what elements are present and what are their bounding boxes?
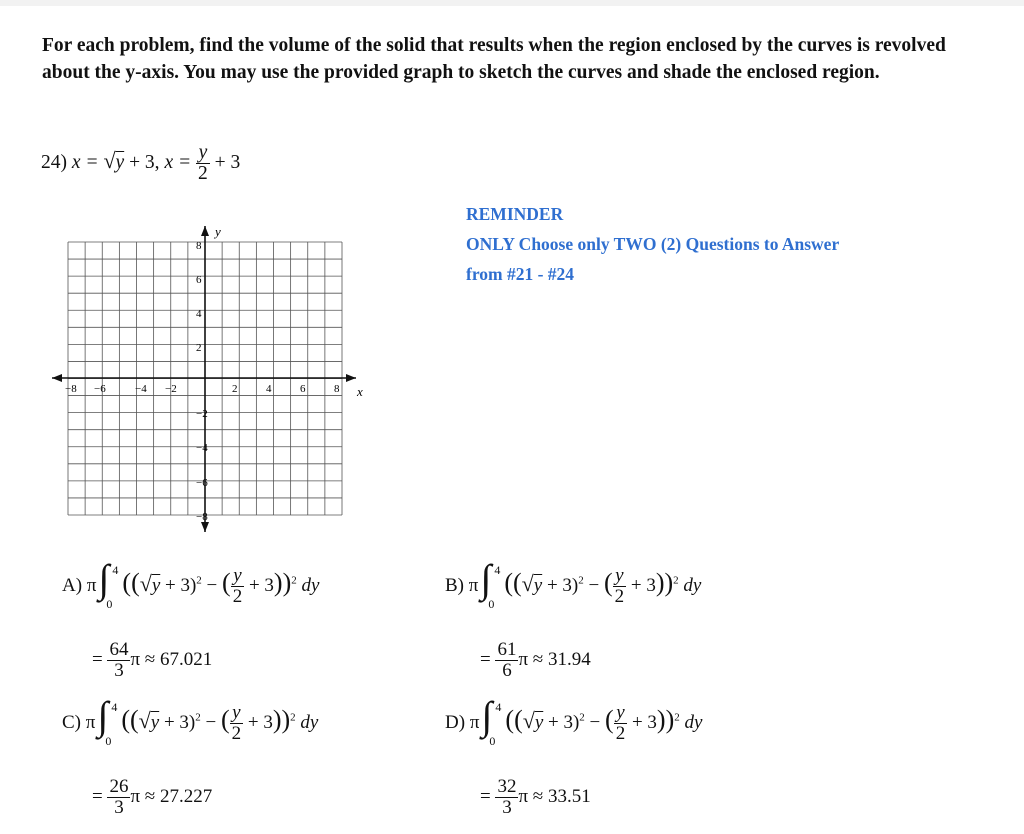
integral-sign: ∫ bbox=[480, 555, 492, 601]
answer-choice-value bbox=[480, 640, 591, 681]
equals-sign: = bbox=[480, 785, 491, 807]
equals-sign: = bbox=[480, 648, 491, 670]
choice-label: C) bbox=[62, 711, 81, 733]
answer-choice-value bbox=[92, 640, 212, 681]
answer-choice-integral[interactable] bbox=[62, 555, 320, 611]
close-parens: )) bbox=[273, 567, 292, 597]
answer-choice-integral[interactable] bbox=[62, 692, 319, 748]
reminder-line1: ONLY Choose only TWO (2) Questions to Answer bbox=[466, 234, 840, 254]
choice-label: A) bbox=[62, 574, 83, 596]
close-parens: )) bbox=[272, 704, 291, 734]
y-over-2: $\frac{y}{2}$ bbox=[615, 702, 626, 744]
sqrt-sign: √ bbox=[139, 570, 152, 596]
x-axis-label: x bbox=[357, 384, 363, 399]
open-paren: ( bbox=[222, 567, 231, 597]
exponent: 2 bbox=[673, 574, 679, 587]
close-parens: )) bbox=[655, 567, 674, 597]
term1-close: + 3) bbox=[165, 574, 197, 596]
x-tick-label: −8 bbox=[65, 383, 77, 395]
sqrt-sign: √ bbox=[103, 147, 116, 173]
problem-number: 24) bbox=[41, 151, 67, 173]
x-tick-label: −6 bbox=[94, 383, 106, 395]
answer-choice-integral[interactable] bbox=[445, 692, 703, 748]
lower-limit: 0 bbox=[105, 733, 112, 748]
pi-symbol: π bbox=[85, 711, 96, 733]
upper-limit: 4 bbox=[111, 699, 118, 714]
y-tick-label: 4 bbox=[196, 308, 202, 320]
integral-sign: ∫ bbox=[97, 692, 109, 738]
choice-label: B) bbox=[445, 574, 464, 596]
integral-sign: ∫ bbox=[98, 555, 110, 601]
y-axis-label: y bbox=[215, 224, 221, 239]
dy: dy bbox=[684, 711, 703, 733]
exponent: 2 bbox=[579, 711, 585, 724]
sqrt-sign: √ bbox=[522, 707, 535, 733]
curve2-lhs: x = bbox=[164, 151, 192, 173]
curve1-lhs: x = bbox=[71, 151, 99, 173]
integral-sign: ∫ bbox=[481, 692, 493, 738]
coefficient-fraction: $\frac{64}{3}$ bbox=[109, 639, 129, 681]
open-parens: (( bbox=[122, 567, 140, 597]
minus-sign: − bbox=[206, 574, 218, 596]
coefficient-fraction: $\frac{61}{6}$ bbox=[497, 639, 517, 681]
plus-three: + 3 bbox=[630, 574, 656, 596]
plus-three: + 3 bbox=[247, 711, 273, 733]
open-parens: (( bbox=[505, 704, 523, 734]
reminder-title: REMINDER bbox=[466, 204, 564, 224]
x-axis-right-arrow bbox=[346, 374, 356, 382]
curve1-tail: + 3, bbox=[129, 151, 160, 173]
pi-symbol: π bbox=[468, 574, 479, 596]
y-over-2: $\frac{y}{2}$ bbox=[232, 565, 243, 607]
open-paren: ( bbox=[605, 704, 614, 734]
reminder-line2: from #21 - #24 bbox=[466, 264, 575, 284]
open-parens: (( bbox=[121, 704, 139, 734]
lower-limit: 0 bbox=[488, 596, 495, 611]
minus-sign: − bbox=[588, 574, 600, 596]
sqrt-sign: √ bbox=[521, 570, 534, 596]
approx-value: π ≈ 67.021 bbox=[130, 648, 213, 670]
coefficient-fraction: $\frac{32}{3}$ bbox=[497, 776, 517, 818]
upper-limit: 4 bbox=[495, 699, 502, 714]
y-over-2: $\frac{y}{2}$ bbox=[614, 565, 625, 607]
minus-sign: − bbox=[589, 711, 601, 733]
exponent: 2 bbox=[290, 711, 296, 724]
y-tick-label: 2 bbox=[196, 342, 202, 354]
exponent: 2 bbox=[291, 574, 297, 587]
radicand: y bbox=[534, 711, 544, 733]
y-tick-label: 6 bbox=[196, 274, 202, 286]
curve2-denominator: 2 bbox=[198, 163, 208, 184]
minus-sign: − bbox=[205, 711, 217, 733]
exponent: 2 bbox=[674, 711, 680, 724]
curve2-numerator: y bbox=[196, 143, 210, 164]
choice-label: D) bbox=[445, 711, 466, 733]
upper-limit: 4 bbox=[112, 562, 119, 577]
instructions-text: For each problem, find the volume of the solid that results when the region enclosed by the curves is revolved about the y-axis. You may use the provided graph to sketch the curves and shade the enclosed region. bbox=[42, 35, 946, 83]
x-tick-label: 8 bbox=[334, 383, 340, 395]
answer-choice-value bbox=[92, 777, 212, 818]
pi-symbol: π bbox=[86, 574, 97, 596]
radicand: y bbox=[533, 574, 543, 596]
dy: dy bbox=[683, 574, 702, 596]
lower-limit: 0 bbox=[489, 733, 496, 748]
x-tick-label: −2 bbox=[165, 383, 177, 395]
term1-close: + 3) bbox=[546, 574, 579, 596]
pi-symbol: π bbox=[469, 711, 480, 733]
exponent: 2 bbox=[195, 711, 201, 724]
plus-three: + 3 bbox=[248, 574, 274, 596]
y-tick-label: 8 bbox=[196, 240, 202, 252]
sqrt-sign: √ bbox=[138, 707, 151, 733]
y-tick-label: −4 bbox=[196, 442, 208, 454]
y-tick-label: −6 bbox=[196, 477, 208, 489]
curve1-radicand: y bbox=[115, 151, 125, 173]
exponent: 2 bbox=[578, 574, 584, 587]
equals-sign: = bbox=[92, 785, 103, 807]
x-tick-label: 4 bbox=[266, 383, 272, 395]
open-parens: (( bbox=[504, 567, 522, 597]
curve2-tail: + 3 bbox=[214, 151, 241, 173]
y-axis-down-arrow bbox=[201, 522, 209, 532]
radicand: y bbox=[151, 574, 161, 596]
close-parens: )) bbox=[656, 704, 675, 734]
x-tick-label: −4 bbox=[135, 383, 147, 395]
term1-close: + 3) bbox=[548, 711, 580, 733]
exponent: 2 bbox=[196, 574, 202, 587]
dy: dy bbox=[301, 574, 320, 596]
answer-choice-integral[interactable] bbox=[445, 555, 702, 611]
y-tick-label: −8 bbox=[196, 511, 208, 523]
term1-close: + 3) bbox=[163, 711, 196, 733]
approx-value: π ≈ 31.94 bbox=[518, 648, 591, 670]
y-over-2: $\frac{y}{2}$ bbox=[231, 702, 242, 744]
coefficient-fraction: $\frac{26}{3}$ bbox=[109, 776, 129, 818]
lower-limit: 0 bbox=[106, 596, 113, 611]
upper-limit: 4 bbox=[494, 562, 501, 577]
open-paren: ( bbox=[603, 567, 613, 597]
y-axis-up-arrow bbox=[201, 226, 209, 236]
x-tick-label: 2 bbox=[232, 383, 238, 395]
dy: dy bbox=[300, 711, 319, 733]
x-axis-left-arrow bbox=[52, 374, 62, 382]
approx-value: π ≈ 27.227 bbox=[130, 785, 213, 807]
x-tick-label: 6 bbox=[300, 383, 306, 395]
open-paren: ( bbox=[220, 704, 230, 734]
plus-three: + 3 bbox=[631, 711, 657, 733]
approx-value: π ≈ 33.51 bbox=[518, 785, 591, 807]
equals-sign: = bbox=[92, 648, 103, 670]
y-tick-label: −2 bbox=[196, 408, 208, 420]
answer-choice-value bbox=[480, 777, 591, 818]
radicand: y bbox=[150, 711, 160, 733]
